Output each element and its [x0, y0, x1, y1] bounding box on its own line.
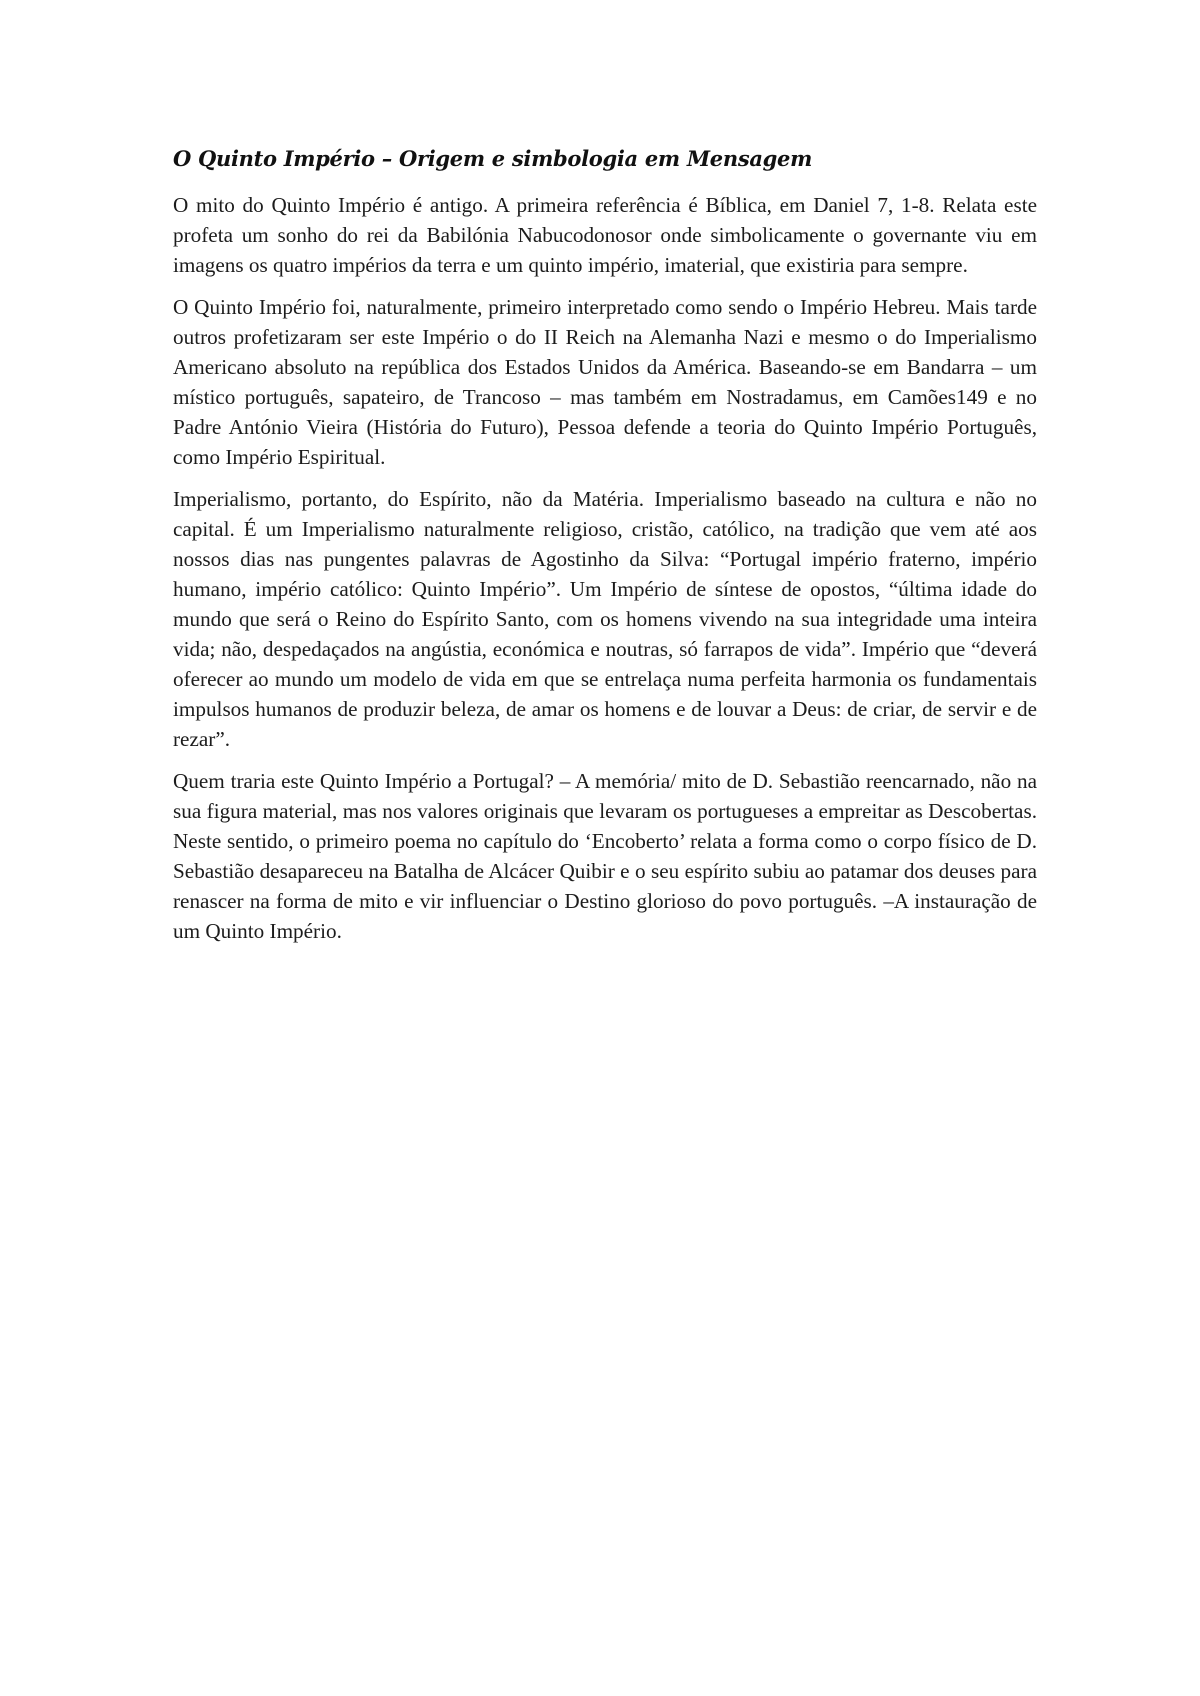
document-body [173, 142, 1037, 958]
title-emphasis-text: Mensagem [686, 146, 813, 171]
document-title [173, 142, 1037, 176]
paragraph-2: O Quinto Império foi, naturalmente, primeiro interpretado como sendo o Império Hebreu. Mais tarde outros profetizaram ser este Império o do II Reich na Alemanha Nazi e mesmo o do Imperialismo Americano absoluto na república dos Estados Unidos da América. Baseando-se em Bandarra – um místico português, sapateiro, de Trancoso – mas também em Nostradamus, em Camões149 e no Padre António Vieira (História do Futuro), Pessoa defende a teoria do Quinto Império Português, como Império Espiritual. [173, 295, 1037, 469]
paragraph-3: Imperialismo, portanto, do Espírito, não da Matéria. Imperialismo baseado na cultura e não no capital. É um Imperialismo naturalmente religioso, cristão, católico, na tradição que vem até aos nossos dias nas pungentes palavras de Agostinho da Silva: “Portugal império fraterno, império humano, império católico: Quinto Império”. Um Império de síntese de opostos, “última idade do mundo que será o Reino do Espírito Santo, com os homens vivendo na sua integridade uma inteira vida; não, despedaçados na angústia, económica e noutras, só farrapos de vida”. Império que “deverá oferecer ao mundo um modelo de vida em que se entrelaça numa perfeita harmonia os fundamentais impulsos humanos de produzir beleza, de amar os homens e de louvar a Deus: de criar, de servir e de rezar”. [173, 487, 1037, 751]
paragraph-1: O mito do Quinto Império é antigo. A primeira referência é Bíblica, em Daniel 7, 1-8. Relata este profeta um sonho do rei da Babilónia Nabucodonosor onde simbolicamente o governante viu em imagens os quatro impérios da terra e um quinto império, imaterial, que existiria para sempre. [173, 193, 1037, 277]
paragraph-4: Quem traria este Quinto Império a Portugal? – A memória/ mito de D. Sebastião reencarnado, não na sua figura material, mas nos valores originais que levaram os portugueses a empreitar as Descobertas. Neste sentido, o primeiro poema no capítulo do ‘Encoberto’ relata a forma como o corpo físico de D. Sebastião desapareceu na Batalha de Alcácer Quibir e o seu espírito subiu ao patamar dos deuses para renascer na forma de mito e vir influenciar o Destino glorioso do povo português. –A instauração de um Quinto Império. [173, 769, 1037, 943]
title-main-text: O Quinto Império – Origem e simbologia em [173, 146, 687, 171]
